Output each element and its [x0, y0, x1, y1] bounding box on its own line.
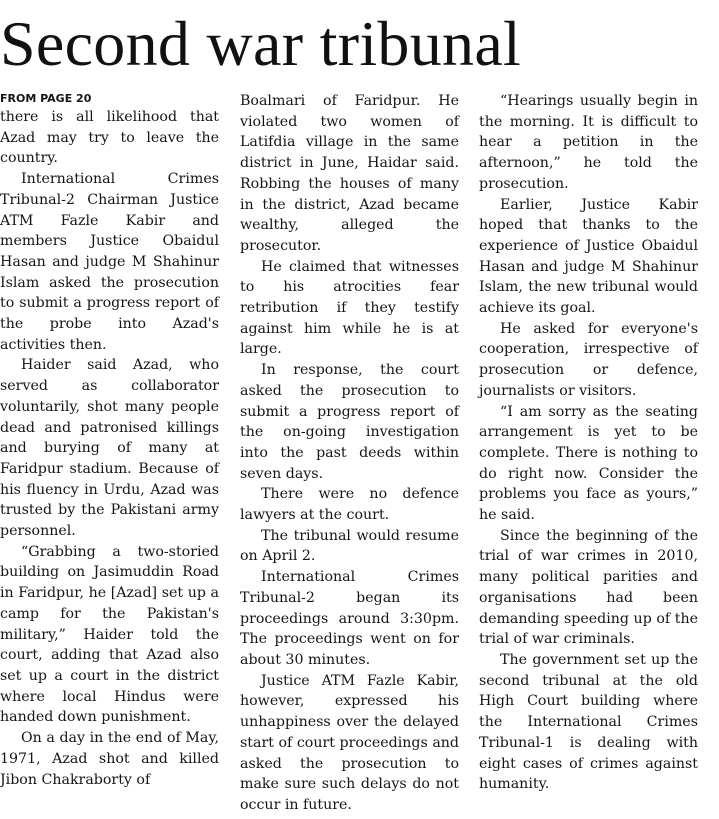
paragraph: The government set up the second tribunal at the old High Court building where the International Crimes Tribunal-1 is dealing with eight cases of crimes against humanity.: [479, 651, 698, 793]
paragraph: International Crimes Tribunal-2 Chairman Justice ATM Fazle Kabir and members Justice Obaidul Hasan and judge M Shahinur Islam asked the prosecution to submit a progress report of the probe into Azad's activities then.: [0, 171, 219, 353]
article-column-2: [240, 91, 459, 816]
paragraph: Since the beginning of the trial of war crimes in 2010, many political parities and organisations had been demanding speeding up of the trial of war criminals.: [479, 527, 698, 648]
paragraph: On a day in the end of May, 1971, Azad shot and killed Jibon Chakraborty of: [0, 730, 219, 788]
paragraph: He asked for everyone's cooperation, irrespective of prosecution or defence, journalists or visitors.: [479, 320, 698, 399]
article-column-1: [0, 91, 219, 790]
paragraph: Justice ATM Fazle Kabir, however, expressed his unhappiness over the delayed start of court proceedings and asked the prosecution to make sure such delays do not occur in future.: [240, 672, 459, 813]
paragraph: He claimed that witnesses to his atrocities fear retribution if they testify against him while he is at large.: [240, 258, 459, 358]
paragraph: International Crimes Tribunal-2 began its proceedings around 3:30pm. The proceedings went on for about 30 minutes.: [240, 569, 459, 668]
paragraph: “Grabbing a two-storied building on Jasimuddin Road in Faridpur, he [Azad] set up a camp for the Pakistan's military,” Haider told the court, adding that Azad also set up a court in the district where local Hindus were handed down punishment.: [0, 543, 219, 726]
paragraph: “I am sorry as the seating arrangement is yet to be complete. There is nothing to do right now. Consider the problems you face as yours,” he said.: [479, 403, 698, 524]
paragraph: The tribunal would resume on April 2.: [240, 527, 459, 565]
paragraph: Haider said Azad, who served as collaborator voluntarily, shot many people dead and patronised killings and burying of many at Faridpur stadium. Because of his fluency in Urdu, Azad was trusted by the Pakistani army personnel.: [0, 357, 219, 540]
paragraph: There were no defence lawyers at the court.: [240, 486, 459, 524]
article-column-3: [479, 91, 698, 795]
paragraph: there is all likelihood that Azad may try to leave the country.: [0, 109, 219, 167]
jump-line: FROM PAGE 20: [0, 92, 92, 105]
paragraph: Earlier, Justice Kabir hoped that thanks to the experience of Justice Obaidul Hasan and judge M Shahinur Islam, the new tribunal would achieve its goal.: [479, 196, 698, 317]
paragraph: In response, the court asked the prosecution to submit a progress report of the on-going investigation into the past deeds within seven days.: [240, 362, 459, 482]
paragraph: “Hearings usually begin in the morning. It is difficult to hear a petition in the afternoon,” he told the prosecution.: [479, 93, 698, 192]
paragraph: Boalmari of Faridpur. He violated two women of Latifdia village in the same district in June, Haidar said. Robbing the houses of many in the district, Azad became wealthy, alleged the prosecutor.: [240, 93, 459, 254]
headline: Second war tribunal: [0, 8, 522, 79]
